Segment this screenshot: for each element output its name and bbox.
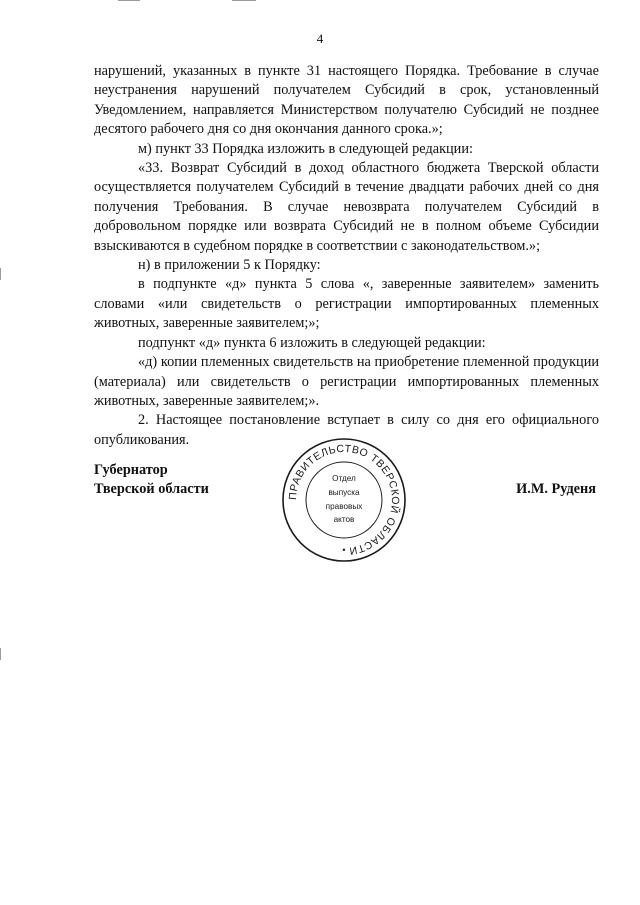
signatory-name: И.М. Руденя [516,481,596,497]
seal-center-line: правовых [325,502,363,511]
paragraph: «д) копии племенных свидетельств на приобретение племенной продукции (материала) или свидетельств о регистрации импортированных племенных животных, заверенные заявителем;». [94,354,599,409]
paragraph: подпункт «д» пункта 6 изложить в следующей редакции: [138,334,486,351]
signatory-position [94,461,209,500]
signatory-position-line: Тверской области [94,481,209,498]
paragraph: 2. Настоящее постановление вступает в силу со дня его официального опубликования. [94,412,599,448]
signatory-position-line: Губернатор [94,462,168,478]
paragraph: м) пункт 33 Порядка изложить в следующей редакции: [138,140,473,157]
top-edge-mark-left [118,0,140,1]
top-edge-mark-right [232,0,256,1]
body-text [94,62,599,450]
paragraph: н) в приложении 5 к Порядку: [138,257,321,274]
seal-center-line: выпуска [328,488,360,497]
official-seal [281,437,407,563]
page-number: 4 [316,31,324,46]
paragraph: в подпункте «д» пункта 5 слова «, заверенные заявителем» заменить словами «или свидетельств о регистрации импортированных племенных животных, заверенные заявителем;»; [94,276,599,332]
seal-center-line: Отдел [332,474,356,483]
seal-ring-text: ПРАВИТЕЛЬСТВО ТВЕРСКОЙ ОБЛАСТИ [286,442,402,557]
seal-star-icon: • [342,545,346,555]
paragraph: «33. Возврат Субсидий в доход областного бюджета Тверской области осуществляется получателем Субсидий в течение двадцати рабочих дней со дня получения Требования. В случае невозврата получателем Субсидий в добровольном порядке или возврата Субсидий не в полном объеме Субсидии взыскиваются в судебном порядке в соответствии с законодательством.»; [94,160,599,254]
paragraph: нарушений, указанных в пункте 31 настоящего Порядка. Требование в случае неустранения нарушений получателем Субсидий в срок, установленный Уведомлением, направляется Министерством получателю Субсидий не позднее десятого рабочего дня со дня окончания данного срока.»; [94,63,599,138]
left-edge-mark-upper [0,268,1,280]
seal-outer-ring [283,439,405,561]
left-edge-mark-lower [0,648,1,660]
seal-center-line: актов [333,515,355,524]
